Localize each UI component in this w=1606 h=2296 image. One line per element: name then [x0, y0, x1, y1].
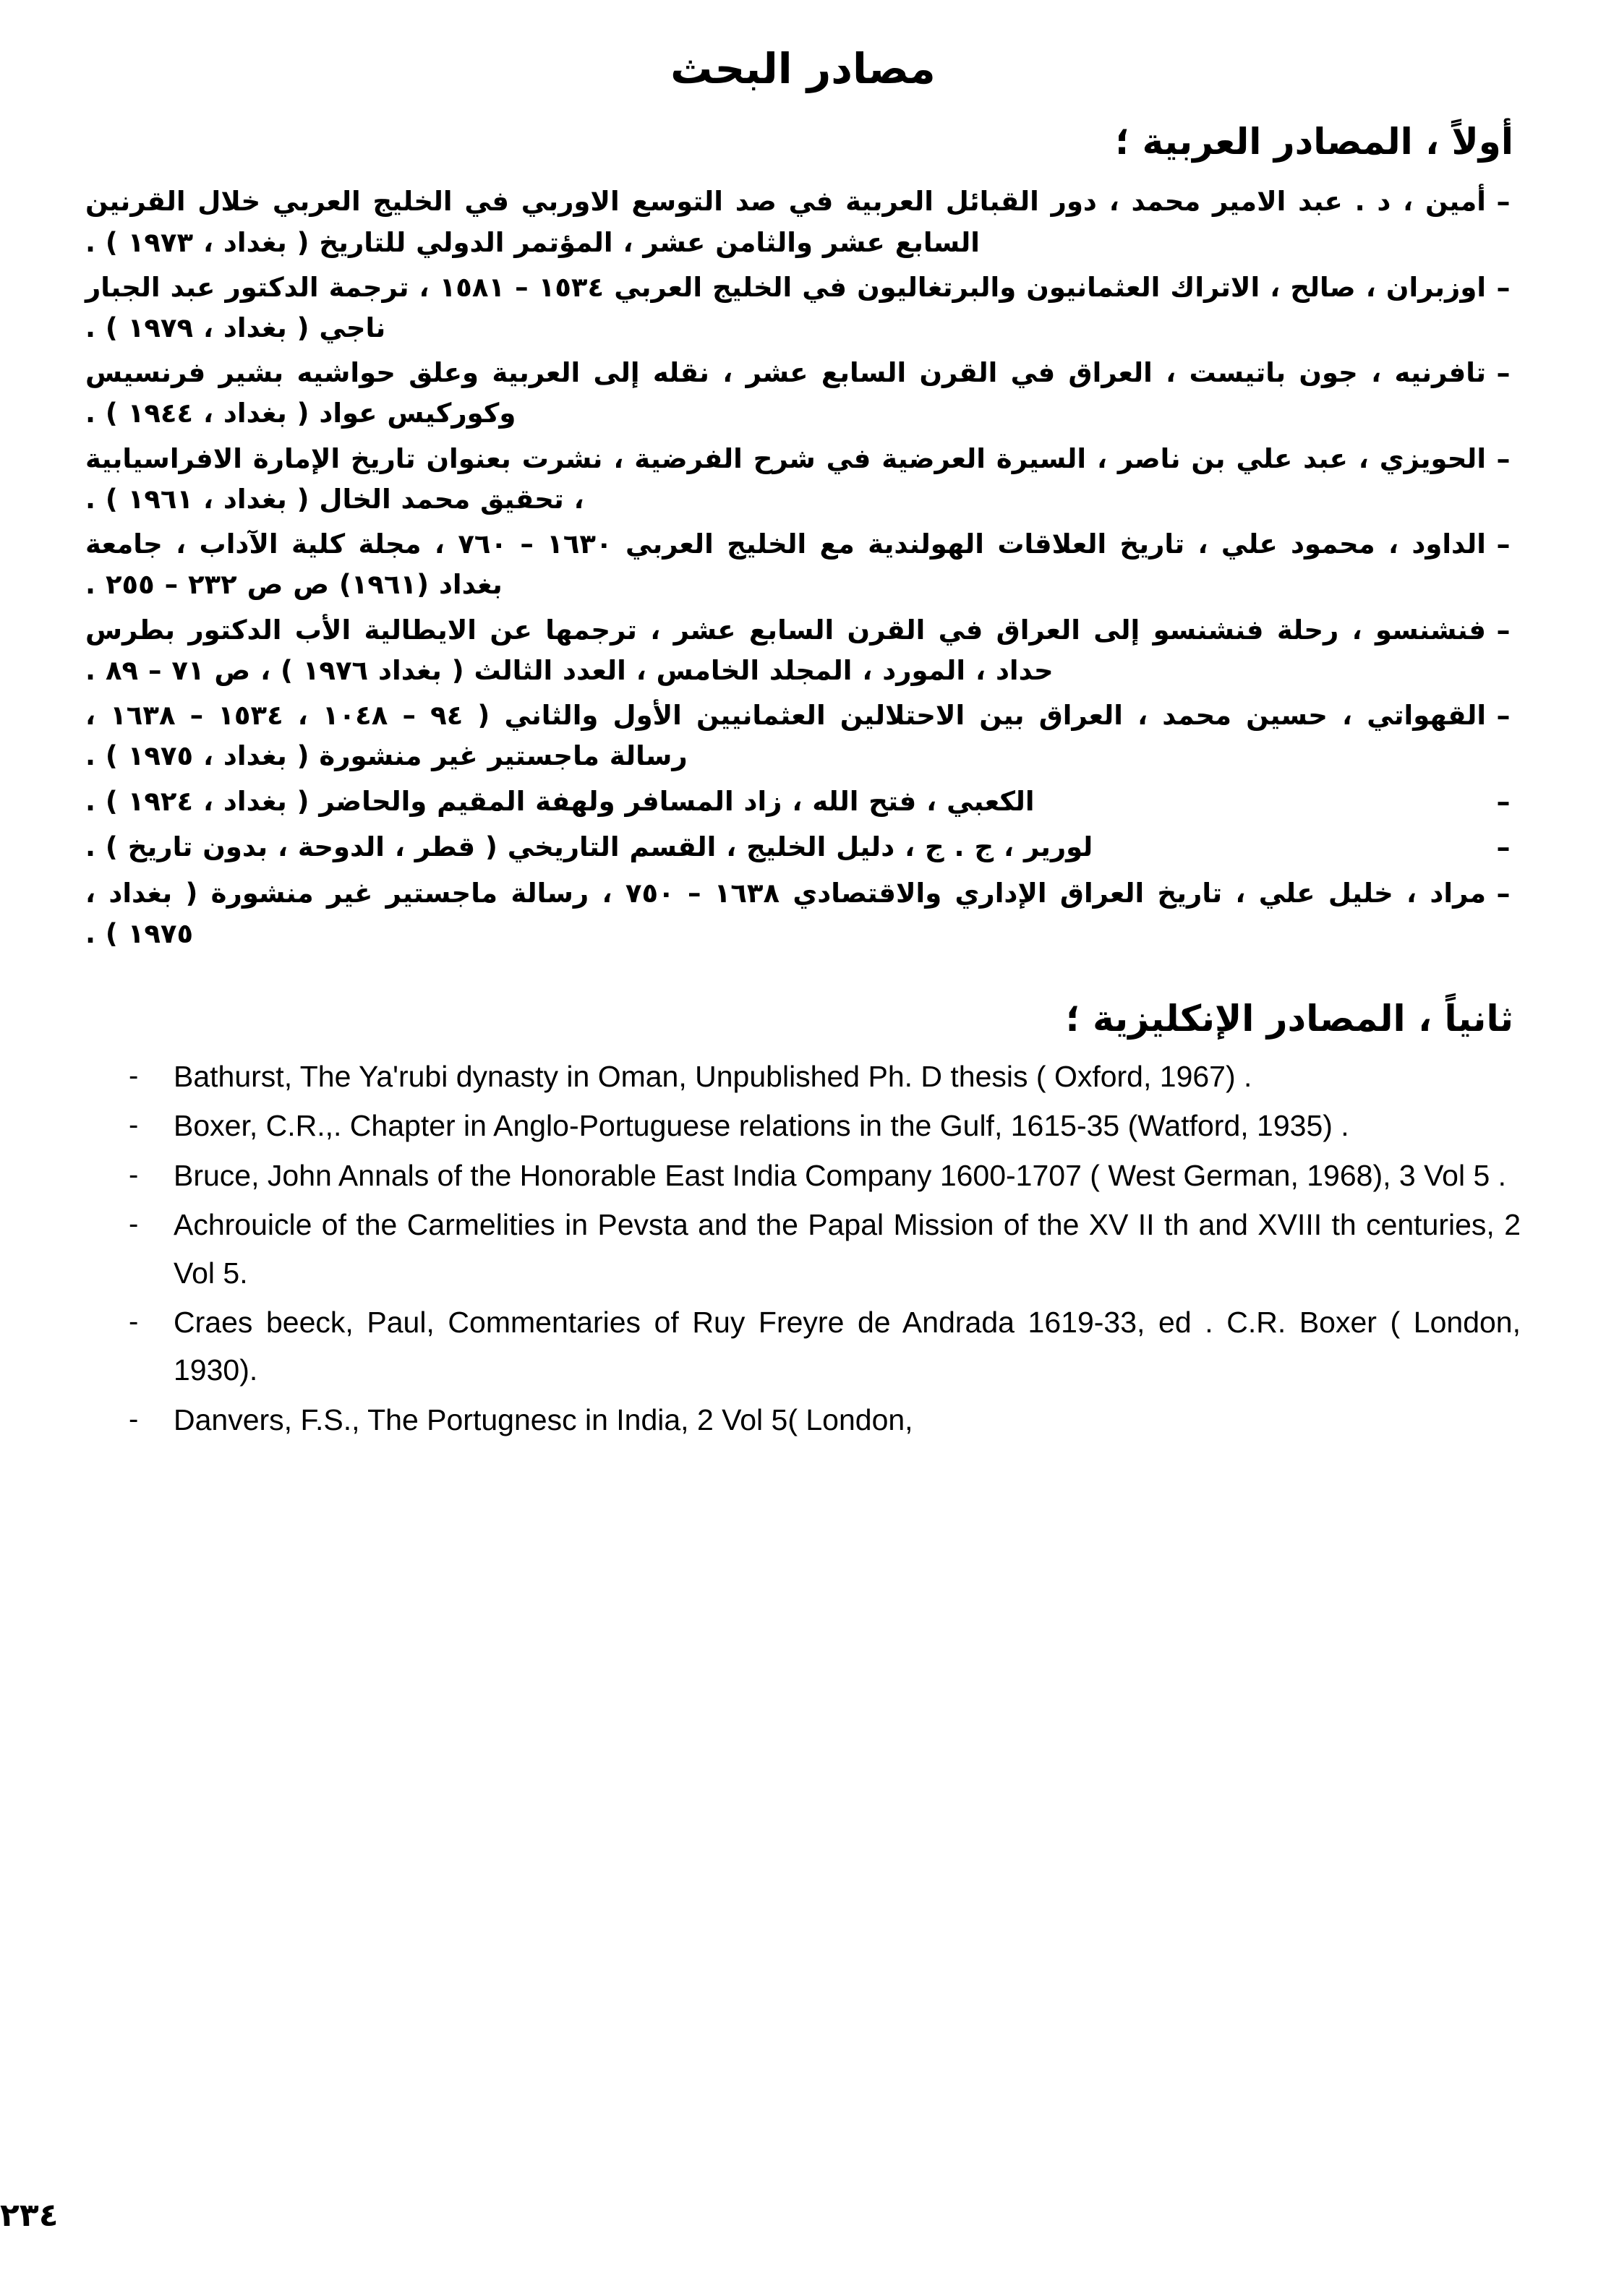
- list-item-text: Bathurst, The Ya'rubi dynasty in Oman, Unpublished Ph. D thesis ( Oxford, 1967) .: [174, 1060, 1252, 1094]
- list-item-text: الحويزي ، عبد علي بن ناصر ، السيرة العرضية في شرح الفرضية ، نشرت بعنوان تاريخ الإمارة الافراسيابية ، تحقيق محمد الخال ( بغداد ، ١٩٦١ ) .: [85, 442, 1486, 515]
- list-bullet: -: [129, 1158, 139, 1191]
- list-item-text: مراد ، خليل علي ، تاريخ العراق الإداري والاقتصادي ١٦٣٨ – ٧٥٠ ، رسالة ماجستير غير منشورة ( بغداد ، ١٩٧٥ ) .: [85, 878, 1487, 950]
- english-sources-list: [85, 1040, 1521, 1444]
- list-bullet: -: [129, 1306, 139, 1338]
- list-item-text: Craes beeck, Paul, Commentaries of Ruy Freyre de Andrada 1619-33, ed . C.R. Boxer ( London, 1930).: [174, 1306, 1521, 1387]
- list-item-text: أمين ، د . عبد الامير محمد ، دور القبائل العربية في صد التوسع الاوربي في الخليج العربي خلال القرنين السابع عشر والثامن عشر ، المؤتمر الدولي للتاريخ ( بغداد ، ١٩٧٣ ) .: [85, 186, 1486, 258]
- list-item: [85, 873, 1521, 954]
- list-bullet: –: [1496, 442, 1511, 475]
- list-item: [85, 524, 1521, 605]
- list-bullet: -: [129, 1208, 139, 1241]
- list-bullet: -: [129, 1060, 139, 1092]
- list-item: [85, 827, 1521, 869]
- arabic-sources-list: [85, 163, 1521, 954]
- list-item: [85, 610, 1521, 691]
- list-item: [129, 1201, 1521, 1297]
- list-bullet: –: [1496, 357, 1511, 390]
- list-bullet: -: [129, 1109, 139, 1141]
- list-item-text: اوزبران ، صالح ، الاتراك العثمانيون والبرتغاليون في الخليج العربي ١٥٣٤ – ١٥٨١ ، ترجمة الدكتور عبد الجبار ناجي ( بغداد ، ١٩٧٩ ) .: [85, 271, 1487, 343]
- list-item-text: فنشنسو ، رحلة فنشنسو إلى العراق في القرن السابع عشر ، ترجمها عن الايطالية الأب الدكتور بطرس حداد ، المورد ، المجلد الخامس ، العدد الثالث ( بغداد ١٩٧٦ ) ، ص ٧١ – ٨٩ .: [85, 614, 1486, 686]
- list-bullet: -: [129, 1402, 139, 1435]
- list-bullet: –: [1496, 878, 1511, 910]
- list-item: [85, 695, 1521, 776]
- list-item-text: القهواتي ، حسين محمد ، العراق بين الاحتلالين العثمانيين الأول والثاني ( ٩٤ – ١٠٤٨ ، ١٥٣٤ – ١٦٣٨ ، رسالة ماجستير غير منشورة ( بغداد ، ١٩٧٥ ) .: [85, 700, 1487, 772]
- list-bullet: –: [1496, 831, 1511, 864]
- list-item: [85, 439, 1521, 520]
- list-item-text: الكعبي ، فتح الله ، زاد المسافر ولهفة المقيم والحاضر ( بغداد ، ١٩٢٤ ) .: [85, 785, 1035, 817]
- list-item-text: Danvers, F.S., The Portugnesc in India, 2 Vol 5( London,: [174, 1402, 913, 1436]
- section-heading-english-sources: ثانياً ، المصادر الإنكليزية ؛: [1065, 997, 1513, 1040]
- list-item: [129, 1102, 1521, 1149]
- page-title: مصادر البحث: [670, 44, 936, 93]
- list-item: [129, 1053, 1521, 1100]
- list-item-text: Bruce, John Annals of the Honorable East India Company 1600-1707 ( West German, 1968), 3 Vol 5 .: [174, 1158, 1507, 1192]
- list-item-text: Achrouicle of the Carmelities in Pevsta and the Papal Mission of the XV II th and XVIII th centuries, 2 Vol 5.: [174, 1208, 1521, 1290]
- list-item-text: تافرنيه ، جون باتيست ، العراق في القرن السابع عشر ، نقله إلى العربية وعلق حواشيه بشير فرنسيس وكوركيس عواد ( بغداد ، ١٩٤٤ ) .: [85, 357, 1486, 429]
- list-bullet: –: [1496, 186, 1511, 218]
- list-item: [129, 1298, 1521, 1395]
- list-bullet: –: [1496, 271, 1511, 304]
- list-bullet: –: [1496, 528, 1511, 561]
- page-number: ٢٣٤: [0, 2197, 59, 2234]
- list-bullet: –: [1496, 614, 1511, 646]
- section-heading-arabic-sources: أولاً ، المصادر العربية ؛: [1115, 120, 1513, 163]
- list-item: [85, 181, 1521, 262]
- list-bullet: –: [1496, 785, 1511, 818]
- list-bullet: –: [1496, 700, 1511, 732]
- list-item: [129, 1396, 1521, 1444]
- list-item: [85, 781, 1521, 823]
- list-item: [85, 267, 1521, 348]
- list-item-text: Boxer, C.R.,. Chapter in Anglo-Portuguese relations in the Gulf, 1615-35 (Watford, 1935) .: [174, 1109, 1349, 1143]
- list-item: [129, 1152, 1521, 1199]
- list-item-text: لورير ، ج . ج ، دليل الخليج ، القسم التاريخي ( قطر ، الدوحة ، بدون تاريخ ) .: [85, 831, 1093, 863]
- list-item-text: الداود ، محمود علي ، تاريخ العلاقات الهولندية مع الخليج العربي ١٦٣٠ – ٧٦٠ ، مجلة كلية الآداب ، جامعة بغداد (١٩٦١) ص ص ٢٣٢ – ٢٥٥ .: [85, 528, 1486, 601]
- list-item: [85, 353, 1521, 434]
